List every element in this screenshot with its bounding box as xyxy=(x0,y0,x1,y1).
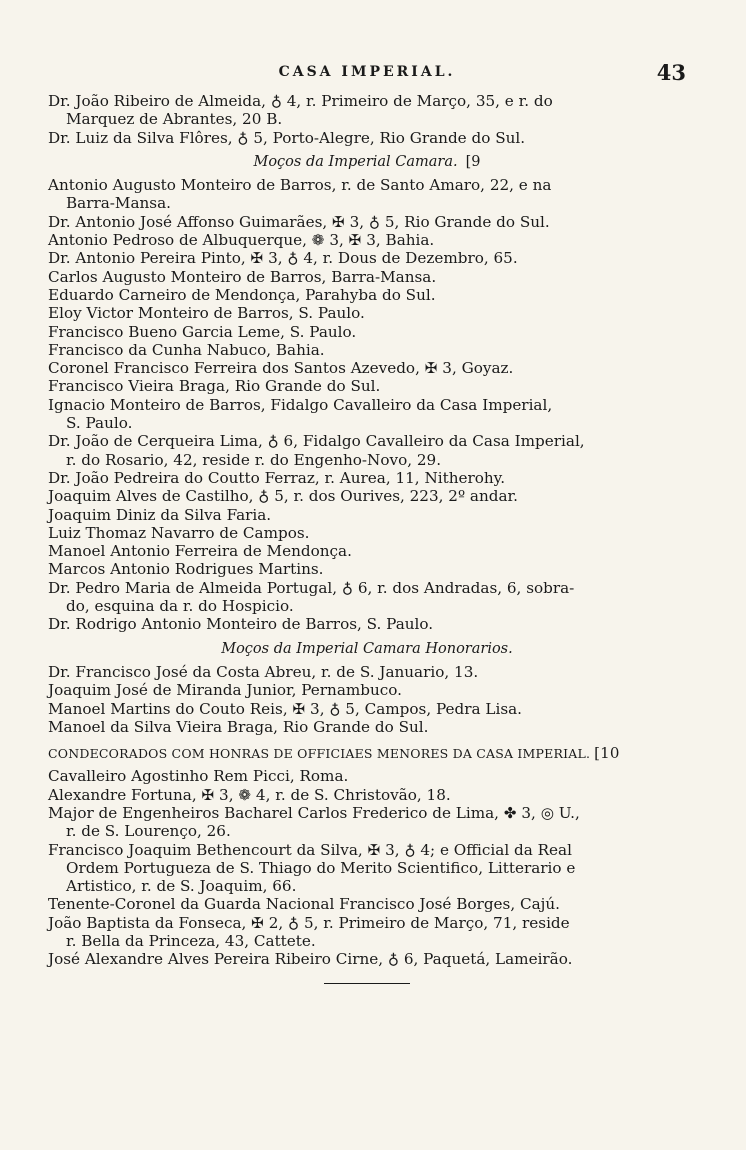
entry-continuation: Artistico, r. de S. Joaquim, 66. xyxy=(66,877,297,896)
entry-continuation: Barra-Mansa. xyxy=(66,194,171,213)
section-title-mocos xyxy=(48,153,686,171)
entry-continuation: Ordem Portugueza de S. Thiago do Merito Scientifico, Litterario e xyxy=(66,858,576,877)
section-title-text: Moços da Imperial Camara. xyxy=(253,153,458,170)
entry-text: Dr. João Ribeiro de Almeida, ♁ 4, r. Primeiro de Março, 35, e r. do xyxy=(48,92,553,110)
entry-text: Alexandre Fortuna, ✠ 3, ❁ 4, r. de S. Christovão, 18. xyxy=(48,785,451,804)
entry-text: Dr. Luiz da Silva Flôres, ♁ 5, Porto-Alegre, Rio Grande do Sul. xyxy=(48,128,526,147)
list-item xyxy=(48,681,686,699)
list-item xyxy=(48,804,686,841)
entry-text: Manoel da Silva Vieira Braga, Rio Grande do Sul. xyxy=(48,717,429,736)
entry-continuation: S. Paulo. xyxy=(66,414,133,433)
entry-text: João Baptista da Fonseca, ✠ 2, ♁ 5, r. Primeiro de Março, 71, reside xyxy=(48,913,570,932)
entry-text: Francisco Bueno Garcia Leme, S. Paulo. xyxy=(48,322,357,341)
section-title-honorarios xyxy=(48,640,686,658)
list-item xyxy=(48,341,686,359)
entry-continuation: r. do Rosario, 42, reside r. do Engenho-Novo, 29. xyxy=(66,450,442,469)
entry-text: Antonio Pedroso de Albuquerque, ❁ 3, ✠ 3, Bahia. xyxy=(48,231,435,250)
entry-text: Francisco da Cunha Nabuco, Bahia. xyxy=(48,340,325,359)
entry-text: Eloy Victor Monteiro de Barros, S. Paulo. xyxy=(48,304,365,323)
section-number: [10 xyxy=(594,744,620,763)
entry-text: Antonio Augusto Monteiro de Barros, r. de Santo Amaro, 22, e na xyxy=(48,176,552,195)
entry-text: Manoel Martins do Couto Reis, ✠ 3, ♁ 5, Campos, Pedra Lisa. xyxy=(48,699,522,718)
entry-text: Ignacio Monteiro de Barros, Fidalgo Cavalleiro da Casa Imperial, xyxy=(48,395,553,414)
entry-text: Coronel Francisco Ferreira dos Santos Azevedo, ✠ 3, Goyaz. xyxy=(48,359,514,378)
entry-text: Dr. Pedro Maria de Almeida Portugal, ♁ 6, r. dos Andradas, 6, sobra- xyxy=(48,578,575,597)
entry-text: Joaquim Alves de Castilho, ♁ 5, r. dos Ourives, 223, 2º andar. xyxy=(48,487,518,506)
entry-text: Carlos Augusto Monteiro de Barros, Barra-Mansa. xyxy=(48,267,437,286)
entry-continuation: r. Bella da Princeza, 43, Cattete. xyxy=(66,932,316,951)
list-item xyxy=(48,524,686,542)
list-item xyxy=(48,359,686,377)
entry-continuation: do, esquina da r. do Hospicio. xyxy=(66,597,294,616)
list-item xyxy=(48,129,686,147)
entry-continuation: Marquez de Abrantes, 20 B. xyxy=(66,110,283,129)
entry-text: Joaquim José de Miranda Junior, Pernambuco. xyxy=(48,681,402,700)
list-item xyxy=(48,542,686,560)
entry-text: Luiz Thomaz Navarro de Campos. xyxy=(48,523,310,542)
list-item xyxy=(48,304,686,322)
closing-rule xyxy=(324,983,410,984)
section-number: [9 xyxy=(465,153,481,170)
list-item xyxy=(48,950,686,968)
entry-text: Joaquim Diniz da Silva Faria. xyxy=(48,505,272,524)
entry-text: Eduardo Carneiro de Mendonça, Parahyba do Sul. xyxy=(48,285,436,304)
list-item xyxy=(48,469,686,487)
list-item xyxy=(48,268,686,286)
entry-text: Dr. Rodrigo Antonio Monteiro de Barros, S. Paulo. xyxy=(48,615,434,634)
list-item xyxy=(48,579,686,616)
entry-text: Major de Engenheiros Bacharel Carlos Frederico de Lima, ✤ 3, ◎ U., xyxy=(48,803,580,822)
entry-text: Dr. João de Cerqueira Lima, ♁ 6, Fidalgo Cavalleiro da Casa Imperial, xyxy=(48,432,585,451)
list-item xyxy=(48,323,686,341)
entry-text: Marcos Antonio Rodrigues Martins. xyxy=(48,560,324,579)
list-item xyxy=(48,786,686,804)
list-item xyxy=(48,895,686,913)
entry-text: José Alexandre Alves Pereira Ribeiro Cirne, ♁ 6, Paquetá, Lameirão. xyxy=(48,950,573,969)
list-item xyxy=(48,231,686,249)
list-item xyxy=(48,615,686,633)
entry-text: Cavalleiro Agostinho Rem Picci, Roma. xyxy=(48,767,349,786)
list-item xyxy=(48,432,686,469)
section-honorarios-entries xyxy=(48,663,686,736)
running-title: CASA IMPERIAL. xyxy=(278,64,456,80)
section-title-text: CONDECORADOS COM HONRAS DE OFFICIAES MENORES DA CASA IMPERIAL. xyxy=(48,746,591,762)
list-item xyxy=(48,213,686,231)
list-item xyxy=(48,700,686,718)
page-content xyxy=(48,92,686,984)
entry-continuation: r. de S. Lourenço, 26. xyxy=(66,822,231,841)
entry-text: Tenente-Coronel da Guarda Nacional Francisco José Borges, Cajú. xyxy=(48,895,560,914)
list-item xyxy=(48,176,686,213)
entry-text: Dr. Francisco José da Costa Abreu, r. de S. Januario, 13. xyxy=(48,662,479,681)
list-item xyxy=(48,718,686,736)
entry-text: Francisco Vieira Braga, Rio Grande do Sul. xyxy=(48,377,381,396)
page-number: 43 xyxy=(656,60,686,85)
entry-text: Manoel Antonio Ferreira de Mendonça. xyxy=(48,542,352,561)
top-entries xyxy=(48,92,686,147)
page-header xyxy=(48,62,686,86)
list-item xyxy=(48,767,686,785)
list-item xyxy=(48,506,686,524)
list-item xyxy=(48,396,686,433)
section-title-condecorados xyxy=(48,744,686,763)
list-item xyxy=(48,92,686,129)
entry-text: Dr. Antonio Pereira Pinto, ✠ 3, ♁ 4, r. Dous de Dezembro, 65. xyxy=(48,249,518,268)
list-item xyxy=(48,914,686,951)
section-title-text: Moços da Imperial Camara Honorarios. xyxy=(221,640,513,657)
section-mocos-entries xyxy=(48,176,686,633)
entry-text: Francisco Joaquim Bethencourt da Silva, ✠ 3, ♁ 4; e Official da Real xyxy=(48,840,572,859)
list-item xyxy=(48,560,686,578)
list-item xyxy=(48,286,686,304)
list-item xyxy=(48,249,686,267)
entry-text: Dr. Antonio José Affonso Guimarães, ✠ 3, ♁ 5, Rio Grande do Sul. xyxy=(48,212,550,231)
list-item xyxy=(48,663,686,681)
list-item xyxy=(48,377,686,395)
list-item xyxy=(48,841,686,896)
entry-text: Dr. João Pedreira do Coutto Ferraz, r. Aurea, 11, Nitherohy. xyxy=(48,468,506,487)
list-item xyxy=(48,487,686,505)
section-condecorados-entries xyxy=(48,767,686,968)
